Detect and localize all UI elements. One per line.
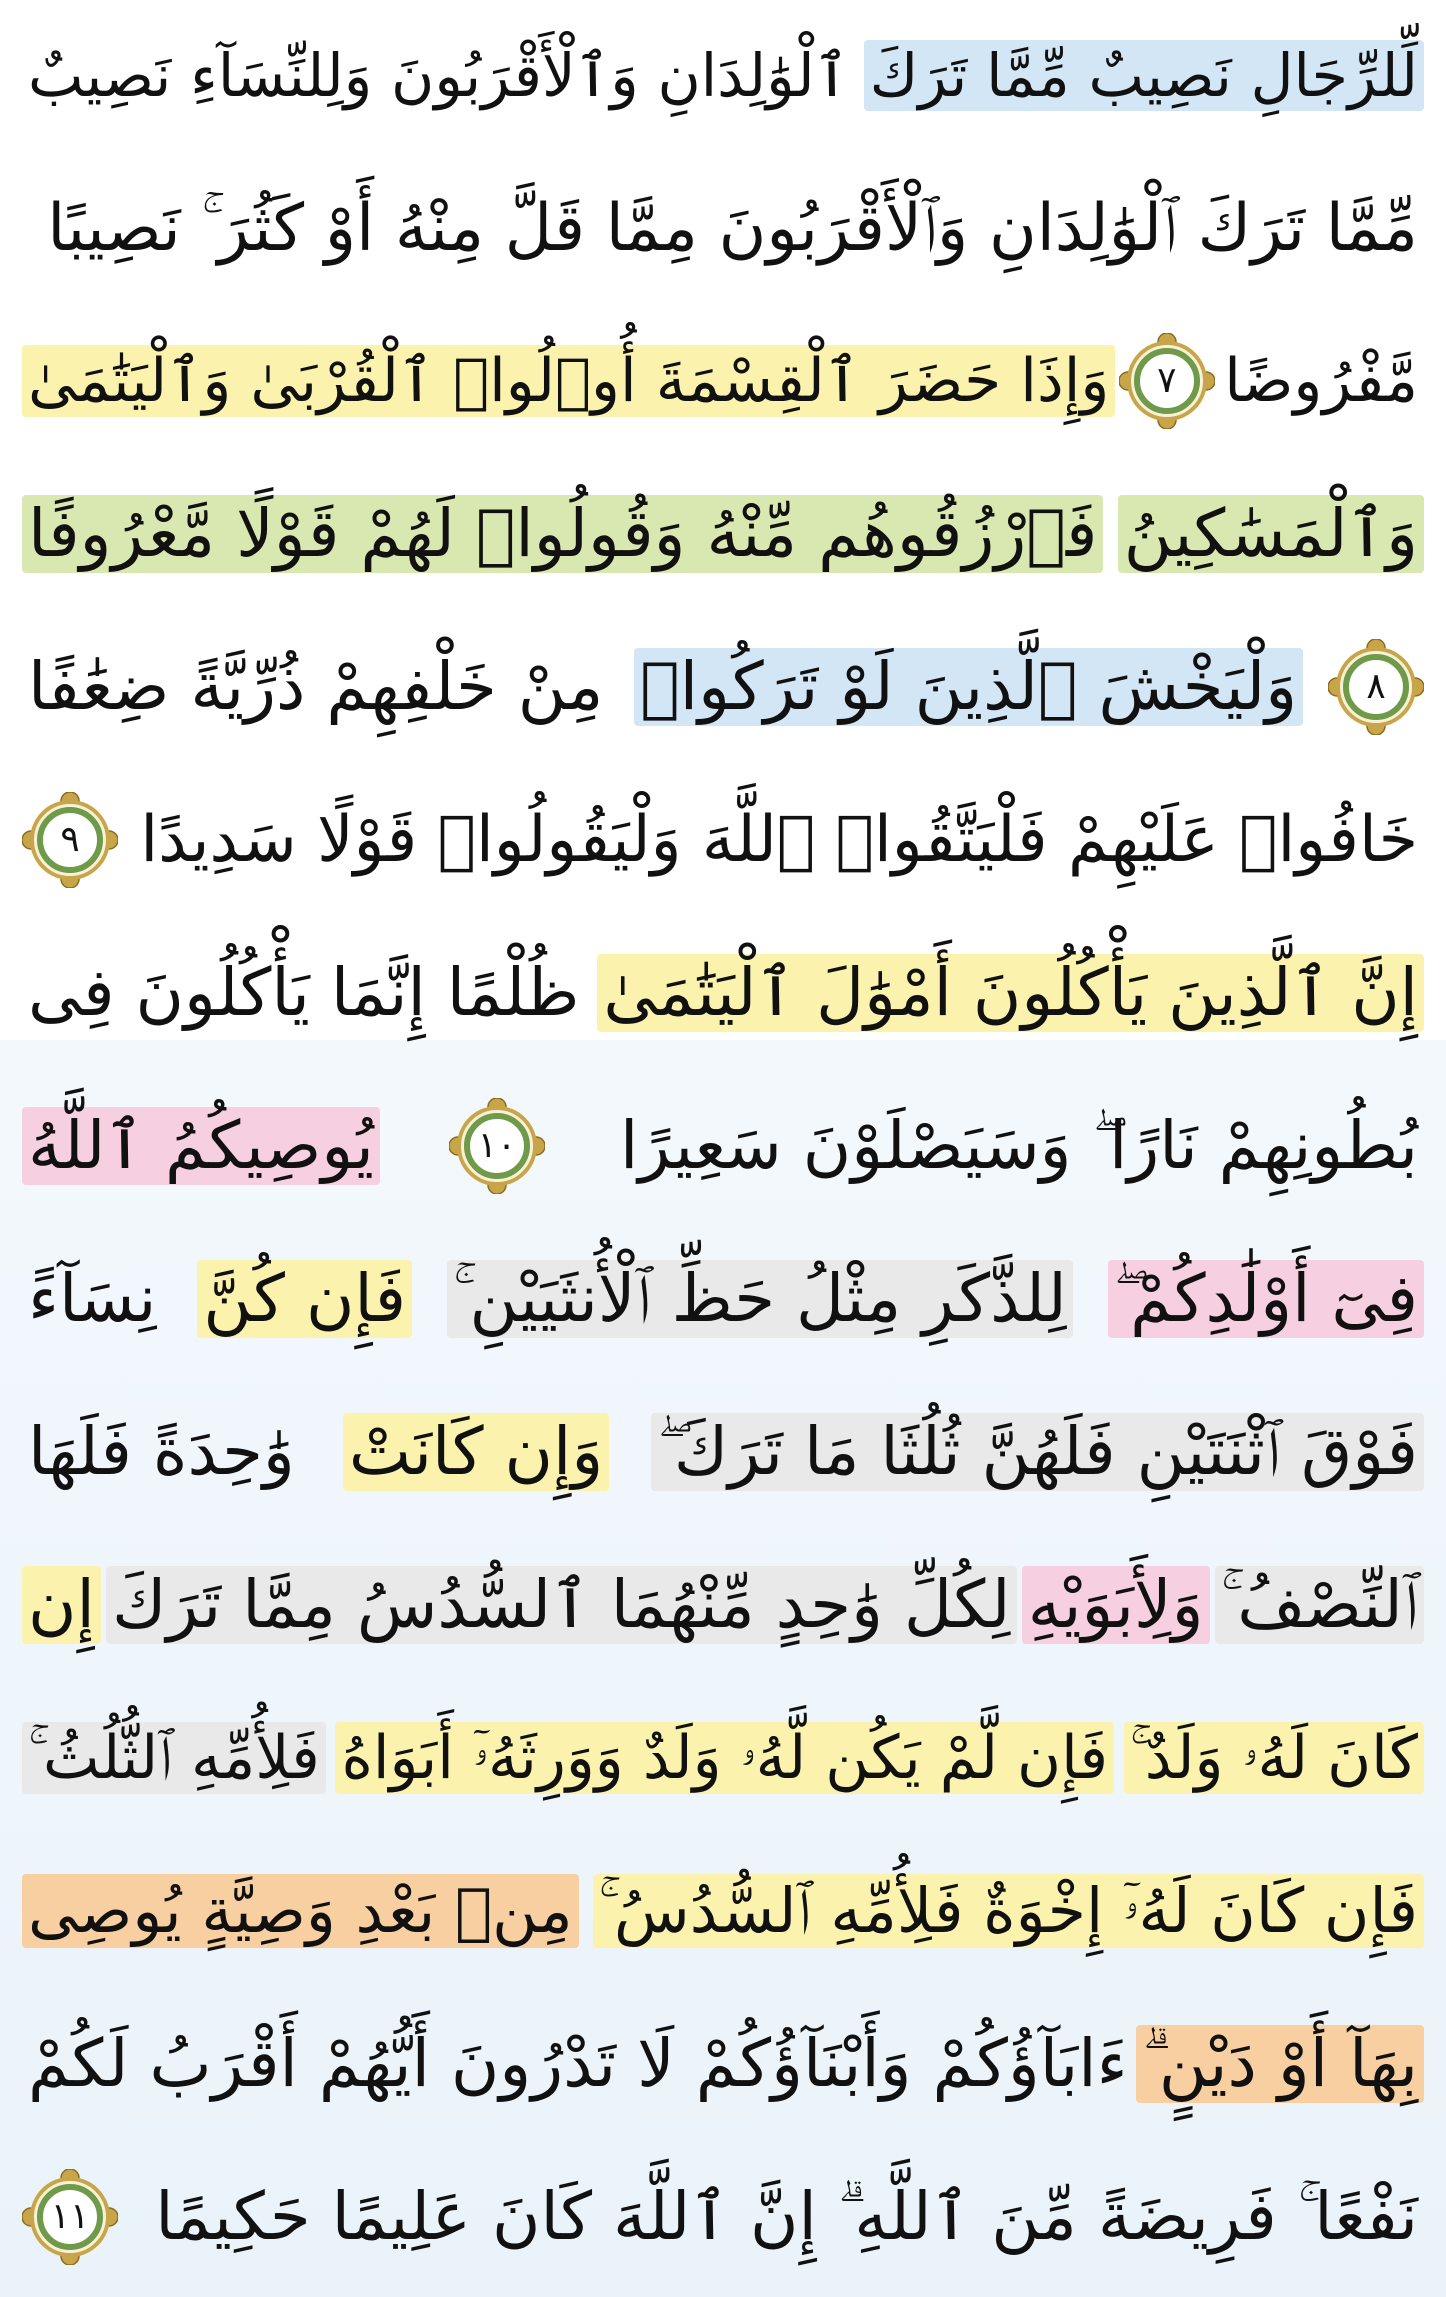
highlighted-phrase: وَإِن كَانَتْ <box>343 1413 609 1491</box>
highlighted-phrase: لِلذَّكَرِ مِثْلُ حَظِّ ٱلْأُنثَيَيْنِ ۚ <box>447 1260 1073 1338</box>
text-line <box>22 1224 1424 1374</box>
text-line <box>22 1530 1424 1680</box>
verse-text: مِّمَّا تَرَكَ ٱلْوَٰلِدَانِ وَٱلْأَقْرَبُونَ مِمَّا قَلَّ مِنْهُ أَوْ كَثُرَ ۚ نَصِيبًا <box>47 190 1418 266</box>
highlighted-phrase: مِنۢ بَعْدِ وَصِيَّةٍ يُوصِى <box>22 1874 579 1948</box>
highlighted-phrase: لِّلرِّجَالِ نَصِيبٌ مِّمَّا تَرَكَ <box>864 40 1424 111</box>
highlighted-phrase: فَإِن كُنَّ <box>197 1260 412 1338</box>
text-line <box>22 459 1424 609</box>
highlighted-phrase: فَإِن كَانَ لَهُۥٓ إِخْوَةٌ فَلِأُمِّهِ ٱلسُّدُسُ ۚ <box>593 1874 1424 1948</box>
highlighted-phrase: يُوصِيكُمُ ٱللَّهُ <box>22 1107 380 1185</box>
verse-text: وَٰحِدَةً فَلَهَا <box>28 1413 295 1490</box>
text-line <box>22 612 1424 762</box>
verse-text: خَافُوا۟ عَلَيْهِمْ فَلْيَتَّقُوا۟ ٱللَّهَ وَلْيَقُولُوا۟ قَوْلًا سَدِيدًا <box>140 803 1418 877</box>
highlighted-phrase: إِن <box>22 1566 101 1644</box>
highlighted-phrase: فَإِن لَّمْ يَكُن لَّهُۥ وَلَدٌ وَوَرِثَهُۥٓ أَبَوَاهُ <box>335 1722 1114 1794</box>
text-line <box>22 2142 1424 2292</box>
ayah-end-marker <box>1328 639 1424 735</box>
highlighted-phrase: ٱلنِّصْفُ ۚ <box>1215 1566 1424 1644</box>
highlighted-phrase: فَوْقَ ٱثْنَتَيْنِ فَلَهُنَّ ثُلُثَا مَا تَرَكَ ۖ <box>651 1413 1424 1491</box>
highlighted-phrase: إِنَّ ٱلَّذِينَ يَأْكُلُونَ أَمْوَٰلَ ٱلْيَتَٰمَىٰ <box>597 954 1424 1032</box>
text-line <box>22 1836 1424 1986</box>
verse-text: نِسَآءً <box>28 1260 157 1337</box>
highlighted-phrase: وَلْيَخْشَ ٱلَّذِينَ لَوْ تَرَكُوا۟ <box>634 648 1303 726</box>
text-line <box>22 918 1424 1068</box>
ayah-end-marker <box>1119 333 1215 429</box>
text-line <box>22 765 1424 915</box>
ayah-end-marker <box>22 792 118 888</box>
text-line <box>22 1683 1424 1833</box>
highlighted-phrase: بِهَآ أَوْ دَيْنٍ ۗ <box>1136 2025 1424 2103</box>
verse-text: ٱلْوَٰلِدَانِ وَٱلْأَقْرَبُونَ وَلِلنِّسَآءِ نَصِيبٌ <box>28 40 850 110</box>
verse-text: ظُلْمًا إِنَّمَا يَأْكُلُونَ فِى <box>28 954 580 1031</box>
verse-text: نَفْعًا ۚ فَرِيضَةً مِّنَ ٱللَّهِ ۗ إِنَّ ٱللَّهَ كَانَ عَلِيمًا حَكِيمًا <box>155 2178 1418 2255</box>
ayah-number: ٧ <box>1157 360 1177 401</box>
text-line <box>22 1989 1424 2139</box>
highlighted-phrase: وَإِذَا حَضَرَ ٱلْقِسْمَةَ أُو۟لُوا۟ ٱلْقُرْبَىٰ وَٱلْيَتَٰمَىٰ <box>22 345 1115 417</box>
ayah-number: ٨ <box>1366 666 1386 707</box>
ayah-number: ١٠ <box>477 1125 517 1166</box>
highlighted-phrase: فَلِأُمِّهِ ٱلثُّلُثُ ۚ <box>22 1722 326 1794</box>
highlighted-phrase: وَٱلْمَسَٰكِينُ <box>1118 495 1424 573</box>
verse-text: مَّفْرُوضًا <box>1224 346 1418 416</box>
text-line <box>22 0 1424 150</box>
ayah-end-marker <box>22 2169 118 2265</box>
ayah-end-marker <box>449 1098 545 1194</box>
text-line <box>22 1071 1424 1221</box>
ayah-number: ١١ <box>50 2196 90 2237</box>
highlighted-phrase: كَانَ لَهُۥ وَلَدٌ ۚ <box>1124 1722 1424 1794</box>
highlighted-phrase: لِكُلِّ وَٰحِدٍ مِّنْهُمَا ٱلسُّدُسُ مِمَّا تَرَكَ <box>106 1566 1016 1644</box>
ayah-number: ٩ <box>60 819 80 860</box>
text-line <box>22 153 1424 303</box>
verse-text: ءَابَآؤُكُمْ وَأَبْنَآؤُكُمْ لَا تَدْرُونَ أَيُّهُمْ أَقْرَبُ لَكُمْ <box>28 2025 1128 2102</box>
text-line <box>22 306 1424 456</box>
verse-text: مِنْ خَلْفِهِمْ ذُرِّيَّةً ضِعَٰفًا <box>28 648 604 725</box>
highlighted-phrase: وَلِأَبَوَيْهِ <box>1022 1566 1210 1644</box>
highlighted-phrase: فَٱرْزُقُوهُم مِّنْهُ وَقُولُوا۟ لَهُمْ قَوْلًا مَّعْرُوفًا <box>22 495 1103 573</box>
text-line <box>22 1377 1424 1527</box>
highlighted-phrase: فِىٓ أَوْلَٰدِكُمْ ۖ <box>1108 1260 1424 1338</box>
verse-text: بُطُونِهِمْ نَارًا ۖ وَسَيَصْلَوْنَ سَعِيرًا <box>620 1107 1418 1184</box>
